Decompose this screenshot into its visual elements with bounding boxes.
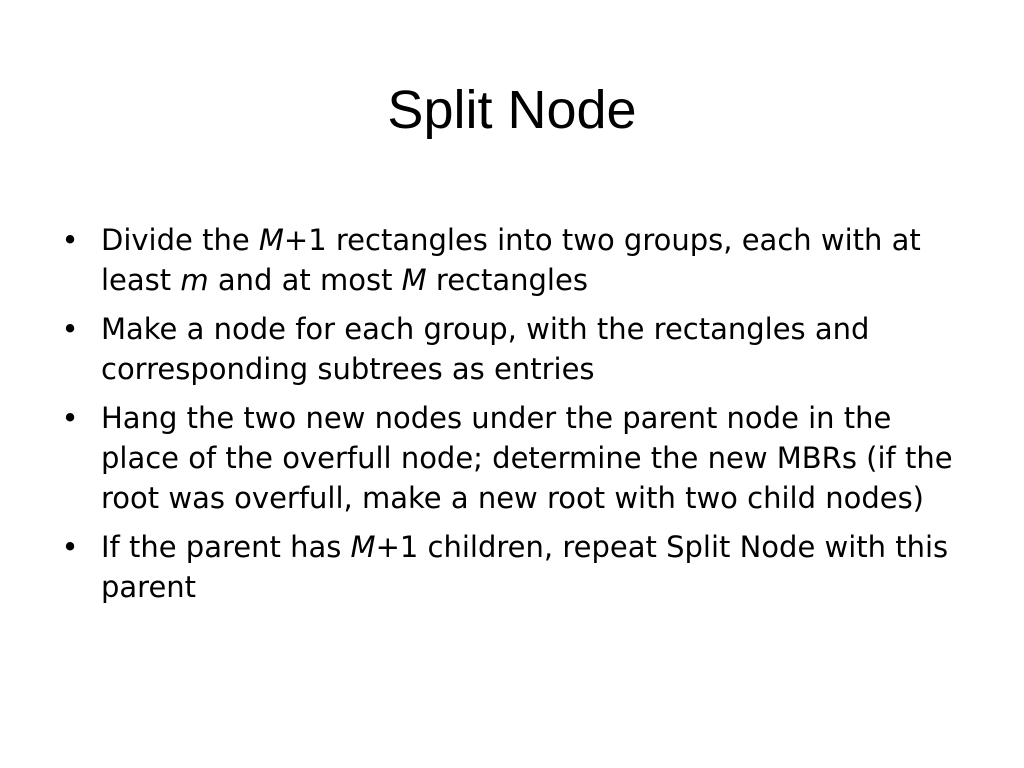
bullet-text <box>101 530 948 604</box>
bullet-text <box>101 223 921 297</box>
text-segment-italic: M <box>350 530 376 564</box>
bullet-item <box>60 527 970 607</box>
bullet-item <box>60 309 970 389</box>
text-segment: and at most <box>208 263 402 297</box>
text-segment: +1 rectangles into two groups, each with at least <box>101 223 921 297</box>
text-segment: +1 children, repeat Split Node with this parent <box>101 530 949 604</box>
text-segment: Divide the <box>101 223 259 257</box>
bullet-text <box>101 312 869 386</box>
bullet-list <box>60 220 970 616</box>
text-segment: Hang the two new nodes under the parent node in the place of the overfull node; determine the new MBRs (if the root was overfull, make a new root with two child nodes) <box>101 401 953 515</box>
text-segment: rectangles <box>426 263 588 297</box>
text-segment: If the parent has <box>101 530 351 564</box>
bullet-dot-icon: • <box>61 312 79 346</box>
bullet-dot-icon: • <box>61 530 79 564</box>
bullet-dot-icon: • <box>61 223 79 257</box>
text-segment: Make a node for each group, with the rectangles and corresponding subtrees as entries <box>101 312 870 386</box>
text-segment-italic: M <box>258 223 284 257</box>
bullet-item <box>60 220 970 300</box>
bullet-item <box>60 398 970 518</box>
bullet-text <box>101 401 953 515</box>
text-segment-italic: M <box>401 263 427 297</box>
bullet-dot-icon: • <box>61 401 79 435</box>
text-segment-italic: m <box>180 263 209 297</box>
slide-title: Split Node <box>387 80 637 140</box>
